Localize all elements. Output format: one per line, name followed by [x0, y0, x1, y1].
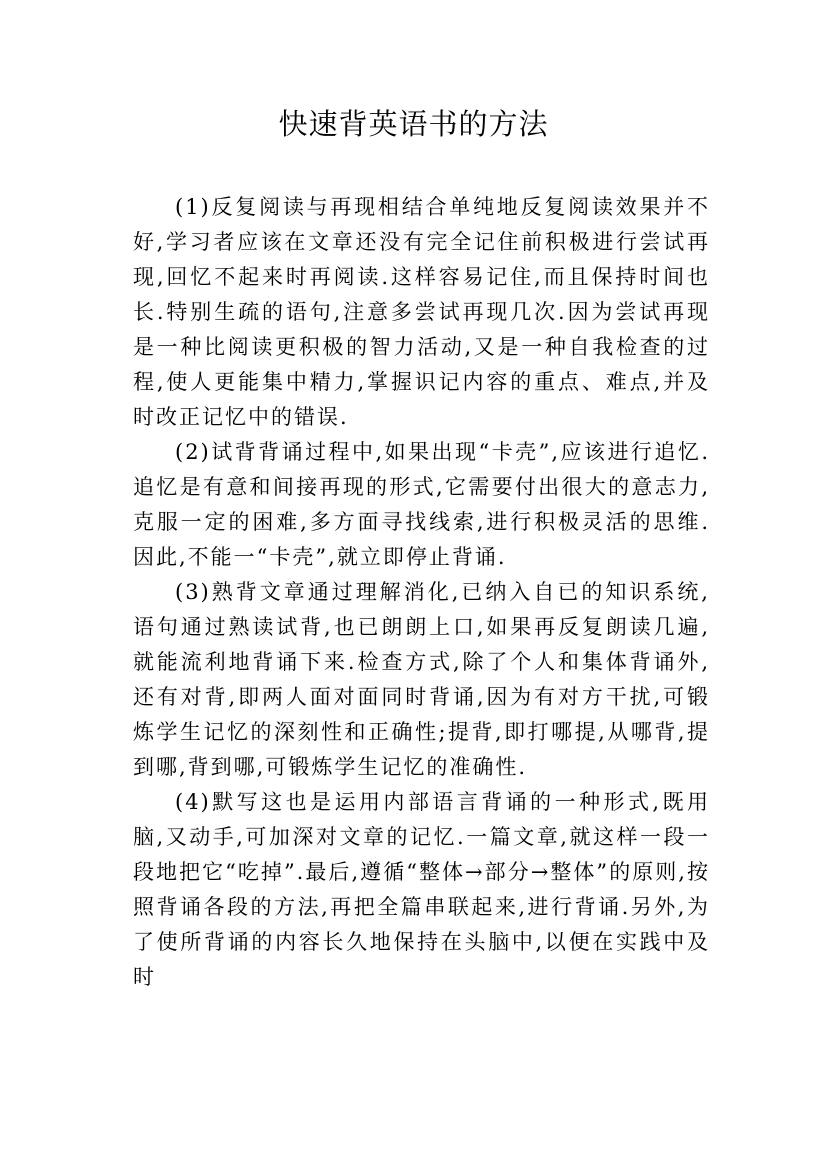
paragraph-3: (3)熟背文章通过理解消化,已纳入自已的知识系统,语句通过熟读试背,也已朗朗上口,如果再反复朗读几遍,就能流利地背诵下来.检查方式,除了个人和集体背诵外,还有对背,即两人面对面同时背诵,因为有对方干扰,可锻炼学生记忆的深刻性和正确性;提背,即打哪提,从哪背,提到哪,背到哪,可锻炼学生记忆的准确性.: [133, 580, 710, 779]
paragraph-4: (4)默写这也是运用内部语言背诵的一种形式,既用脑,又动手,可加深对文章的记忆.一篇文章,就这样一段一段地把它“吃掉”.最后,遵循“整体→部分→整体”的原则,按照背诵各段的方法,再把全篇串联起来,进行背诵.另外,为了使所背诵的内容长久地保持在头脑中,以便在实践中及时: [133, 790, 710, 989]
paragraph-1: (1)反复阅读与再现相结合单纯地反复阅读效果并不好,学习者应该在文章还没有完全记住前积极进行尝试再现,回忆不起来时再阅读.这样容易记住,而且保持时间也长.特别生疏的语句,注意多尝试再现几次.因为尝试再现是一种比阅读更积极的智力活动,又是一种自我检查的过程,使人更能集中精力,掌握识记内容的重点、难点,并及时改正记忆中的错误.: [133, 195, 710, 429]
page-title: 快速背英语书的方法: [278, 107, 549, 141]
document-body: [133, 190, 710, 995]
paragraph-2: (2)试背背诵过程中,如果出现“卡壳”,应该进行追忆.追忆是有意和间接再现的形式,它需要付出很大的意志力,克服一定的困难,多方面寻找线索,进行积极灵活的思维.因此,不能一“卡壳”,就立即停止背诵.: [133, 440, 710, 569]
